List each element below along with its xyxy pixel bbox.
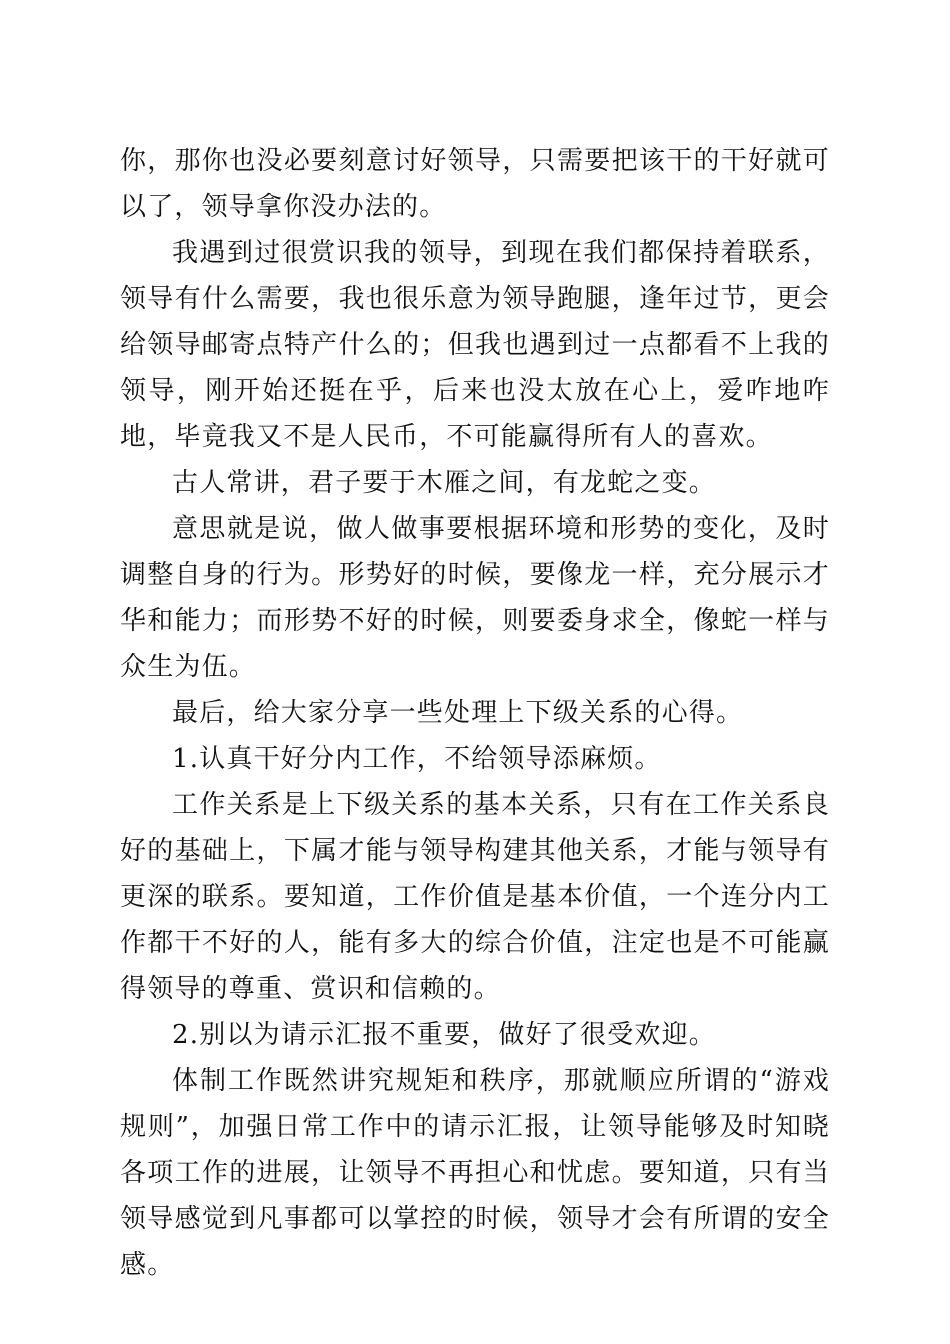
paragraph-5: 最后，给大家分享一些处理上下级关系的心得。 xyxy=(172,698,744,728)
document-body xyxy=(120,138,830,1288)
paragraph-4: 意思就是说，做人做事要根据环境和形势的变化，及时调整自身的行为。形势好的时候，要像龙一样，充分展示才华和能力；而形势不好的时候，则要委身求全，像蛇一样与众生为伍。 xyxy=(120,514,830,682)
list-heading-2: 2.别以为请示汇报不重要，做好了很受欢迎。 xyxy=(172,1020,717,1050)
paragraph-3: 古人常讲，君子要于木雁之间，有龙蛇之变。 xyxy=(172,468,717,498)
paragraph-6: 工作关系是上下级关系的基本关系，只有在工作关系良好的基础上，下属才能与领导构建其他关系，才能与领导有更深的联系。要知道，工作价值是基本价值，一个连分内工作都干不好的人，能有多大的综合价值，注定也是不可能赢得领导的尊重、赏识和信赖的。 xyxy=(120,790,830,1004)
list-heading-1: 1.认真干好分内工作，不给领导添麻烦。 xyxy=(172,744,662,774)
paragraph-7: 体制工作既然讲究规矩和秩序，那就顺应所谓的“游戏规则”，加强日常工作中的请示汇报，让领导能够及时知晓各项工作的进展，让领导不再担心和忧虑。要知道，只有当领导感觉到凡事都可以掌控的时候，领导才会有所谓的安全感。 xyxy=(120,1066,830,1280)
paragraph-2: 我遇到过很赏识我的领导，到现在我们都保持着联系，领导有什么需要，我也很乐意为领导跑腿，逢年过节，更会给领导邮寄点特产什么的；但我也遇到过一点都看不上我的领导，刚开始还挺在乎，后来也没太放在心上，爱咋地咋地，毕竟我又不是人民币，不可能赢得所有人的喜欢。 xyxy=(120,238,830,452)
paragraph-1: 你，那你也没必要刻意讨好领导，只需要把该干的干好就可以了，领导拿你没办法的。 xyxy=(120,146,830,222)
